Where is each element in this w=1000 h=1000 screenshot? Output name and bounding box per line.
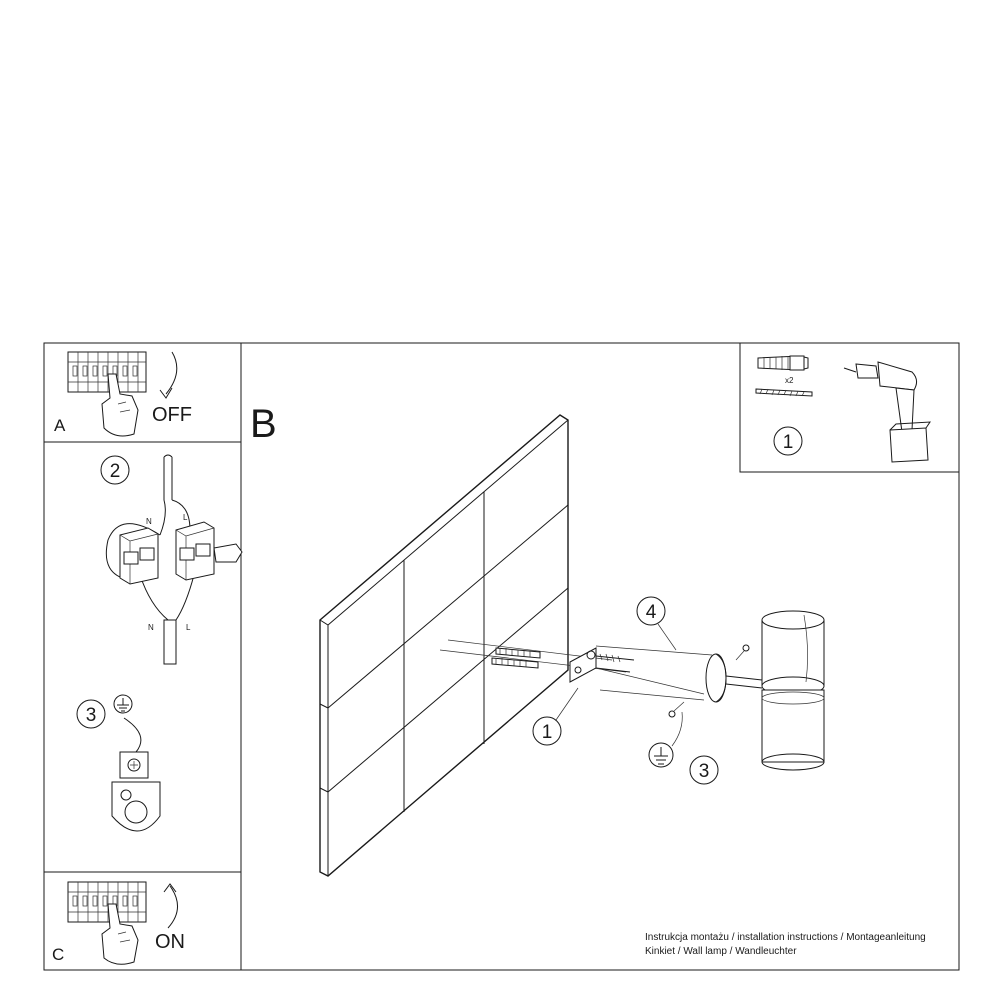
bracket-number-1: 1: [541, 722, 553, 743]
wall-lamp-icon: [706, 611, 824, 770]
wall-plug-icon: [758, 356, 808, 370]
mounting-screws: [440, 640, 634, 672]
screw-icon: [736, 645, 749, 660]
step-ground: [77, 695, 160, 831]
ground-terminal: [112, 752, 160, 831]
terminal-block-icon: [120, 528, 158, 584]
neutral-label-bottom: N: [148, 623, 154, 632]
connection-lines: [596, 646, 712, 700]
mounting-bracket: [570, 648, 596, 682]
live-label-top: L: [183, 513, 188, 522]
callout-4: [637, 597, 676, 650]
screw-icon: [669, 702, 684, 717]
step-number-3: 3: [85, 705, 97, 726]
hand-icon: [214, 544, 242, 562]
arrow-icon: [164, 884, 178, 928]
off-label: OFF: [152, 404, 192, 426]
wall-plug-icon: [492, 658, 538, 668]
panel-b: [250, 402, 926, 957]
quantity-label: x2: [785, 376, 794, 385]
live-label-bottom: L: [186, 623, 191, 632]
arm-number-4: 4: [645, 602, 657, 623]
neutral-label-top: N: [146, 517, 152, 526]
step-number-2: 2: [109, 461, 121, 482]
arrow-icon: [160, 352, 177, 398]
step-wiring: [101, 455, 242, 664]
ground-number-3: 3: [698, 761, 710, 782]
step-tools: [756, 356, 930, 462]
panel-c-letter: C: [52, 945, 65, 964]
drill-icon: [844, 362, 930, 462]
screw-icon: [756, 389, 812, 396]
circuit-breaker-icon: [68, 352, 146, 392]
wall-plug-icon: [496, 648, 540, 658]
panel-b-letter: B: [250, 402, 277, 446]
callout-1: [533, 688, 578, 745]
terminal-block-icon: [176, 522, 214, 580]
step-number-1: 1: [782, 432, 794, 453]
on-label: ON: [155, 931, 185, 953]
wall-tiles: [320, 415, 568, 876]
callout-3: [649, 712, 718, 784]
panel-c: [52, 882, 185, 964]
circuit-breaker-icon: [68, 882, 146, 922]
panel-a: [54, 352, 192, 436]
footer-line-2: Kinkiet / Wall lamp / Wandleuchter: [645, 946, 797, 957]
panel-a-letter: A: [54, 416, 66, 435]
ground-symbol-icon: [114, 695, 132, 713]
footer-line-1: Instrukcja montażu / installation instructions / Montageanleitung: [645, 932, 926, 943]
ground-symbol-icon: [649, 743, 673, 767]
